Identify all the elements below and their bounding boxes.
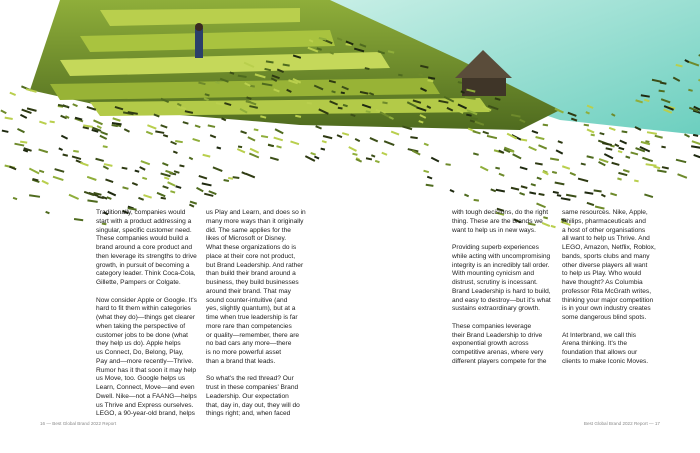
paragraph: Providing superb experiences while acting with uncompromising integrity is an incredibly tall order. With mounting cynicism and distrust, scrutiny is incessant. Brand Leadership is hard to build, and easy to destroy—but it's what sustains extraordinary growth. <box>452 244 551 313</box>
paragraph: us Play and Learn, and does so in many more ways than it originally did. The same applies for the likes of Microsoft or Disney. What these organizations do is place at their core not product, but Brand Leadership. And rather than build their brand around a business, they build businesses around their brand. That may sound counter-intuitive (and yes, slightly quantum), but at a time when true leadership is far more rare than competencies or quality—remember, there are no bad cars any more—there is no more powerful asset than a brand that leads. <box>206 209 306 365</box>
paragraph: Now consider Apple or Google. It's hard to fit them within categories (what they do)—things get clearer when taking the perspective of customer jobs to be done (what they help us do). Apple helps us Connect, Do, Belong, Play, Pay and—more recently—Thrive. Rumor has it that soon it may help us Move, too. Google helps us Learn, Connect, Move—and even Dwell. Nike—not a FAANG—helps us Thrive and Express ourselves. LEGO, a 90-year-old brand, helps <box>96 296 197 418</box>
article-column-1 <box>96 209 202 428</box>
footer-left-page-label: 16 — Best Global Brand 2022 Report <box>40 421 117 426</box>
article-column-4 <box>562 209 670 375</box>
paragraph: same resources. Nike, Apple, Philips, pharmaceuticals and a host of other organisations all want to help us Thrive. And LEGO, Amazon, Netflix, Roblox, bands, sports clubs and many other diverse players all want to help us Play. Who would have thought? As Columbia professor Rita McGrath writes, thinking your major competition is in your own industry creates some dangerous blind spots. <box>562 209 656 321</box>
paragraph: At Interbrand, we call this Arena thinking. It's the foundation that allows our clients to make Iconic Moves. <box>562 331 649 365</box>
paragraph: Traditionally, companies would start with a product addressing a singular, specific customer need. These companies would build a brand around a core product and then leverage its strengths to drive growth, in pursuit of becoming a category leader. Think Coca-Cola, Gillette, Pampers or Colgate. <box>96 209 197 286</box>
paragraph: with tough decisions, do the right thing. These are the brands we want to help us in new ways. <box>452 209 549 234</box>
paragraph: So what's the red thread? Our trust in these companies' Brand Leadership. Our expectation that, day in, day out, they will do things right; and, when faced <box>206 375 300 418</box>
footer-right-page-label: Best Global Brand 2022 Report — 17 <box>583 421 660 426</box>
article-column-3 <box>452 209 560 375</box>
article-column-2 <box>206 209 312 428</box>
paragraph: These companies leverage their Brand Leadership to drive exponential growth across competitive arenas, where very different players compete for the <box>452 322 547 365</box>
